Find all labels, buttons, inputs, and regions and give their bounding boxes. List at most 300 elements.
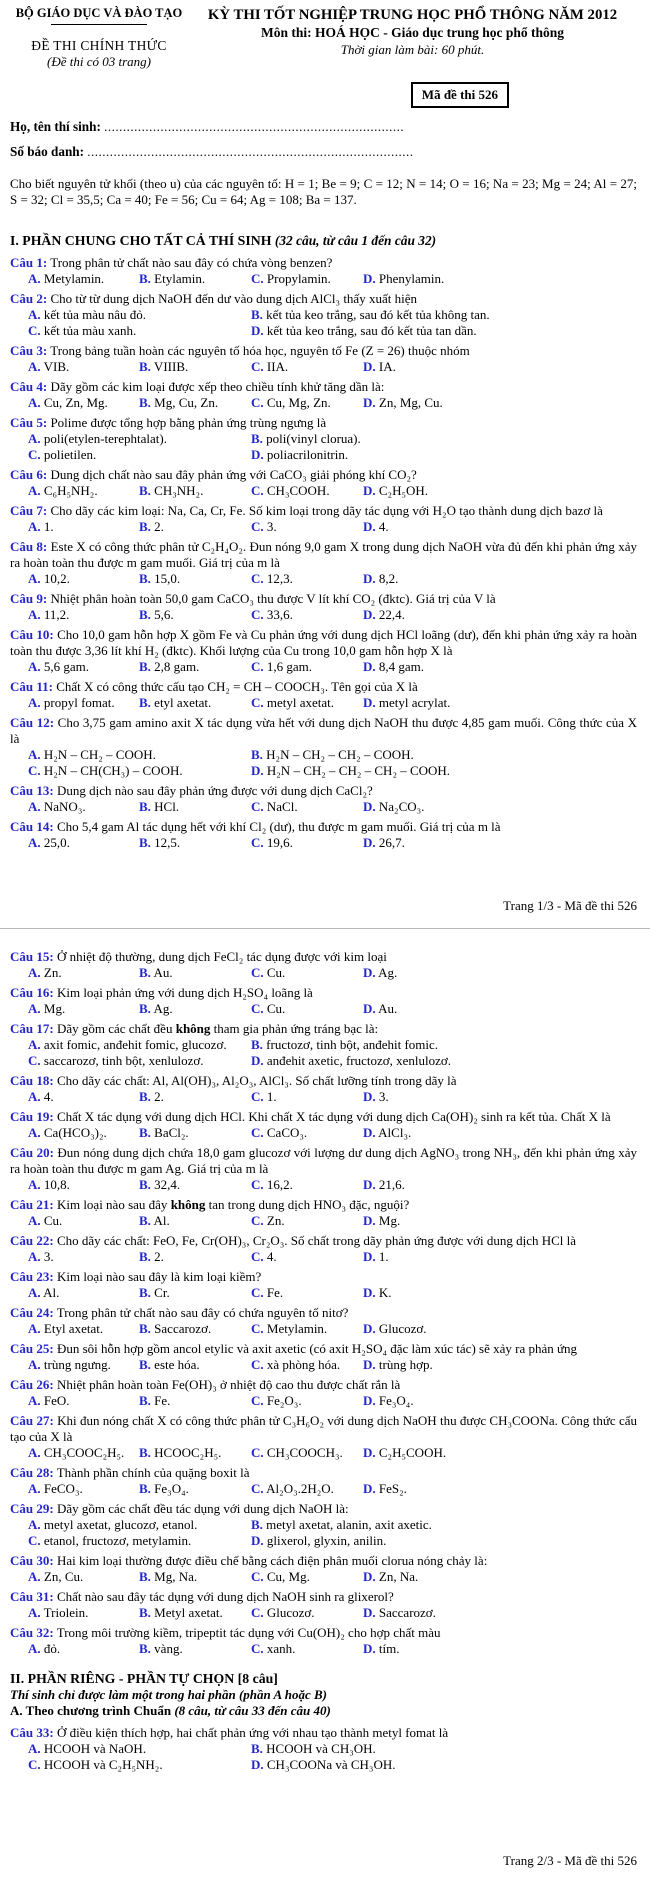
question-23 <box>10 1269 637 1301</box>
option-letter: B. <box>139 659 151 674</box>
option-letter: B. <box>139 1125 151 1140</box>
question-8-option-A: A. 10,2. <box>28 571 70 586</box>
question-segment: Nhiệt phân hoàn toàn Fe(OH)₃ ở nhiệt độ cao thu được chất rắn là <box>56 1377 401 1392</box>
option-letter: A. <box>28 1001 41 1016</box>
option-letter: D. <box>363 1001 376 1016</box>
question-27-option-B: B. HCOOC₂H₅. <box>139 1445 222 1460</box>
question-21-option-C: C. Zn. <box>251 1213 285 1228</box>
question-16-number: Câu 16: <box>10 985 54 1000</box>
question-6-option-B: B. CH₃NH₂. <box>139 483 204 498</box>
option-letter: A. <box>28 1125 41 1140</box>
question-26-option-B: B. Fe. <box>139 1393 171 1408</box>
question-4-option-B: B. Mg, Cu, Zn. <box>139 395 219 410</box>
question-20-option-B: B. 32,4. <box>139 1177 181 1192</box>
question-1-option-A: A. Metylamin. <box>28 271 105 286</box>
question-2-option-D: D. kết tủa keo trắng, sau đó kết tủa tan dần. <box>251 323 477 338</box>
option-letter: A. <box>28 395 41 410</box>
option-letter: A. <box>28 799 41 814</box>
question-28-options <box>10 1481 637 1497</box>
question-1 <box>10 255 637 287</box>
question-13-number: Câu 13: <box>10 783 54 798</box>
question-14-options <box>10 835 637 851</box>
exam-page-2 <box>0 937 650 1875</box>
option-letter: B. <box>139 695 151 710</box>
question-4-number: Câu 4: <box>10 379 48 394</box>
option-letter: C. <box>251 1357 264 1372</box>
question-20-text <box>10 1145 637 1177</box>
candidate-id-label: Số báo danh: <box>10 144 85 159</box>
question-17-number: Câu 17: <box>10 1021 54 1036</box>
question-28-text <box>10 1465 637 1481</box>
option-letter: D. <box>363 607 376 622</box>
option-letter: B. <box>139 359 151 374</box>
option-letter: C. <box>28 447 41 462</box>
option-letter: A. <box>28 1037 41 1052</box>
question-7-option-C: C. 3. <box>251 519 277 534</box>
question-28-option-C: C. Al₂O₃.2H₂O. <box>251 1481 334 1496</box>
option-letter: C. <box>251 1569 264 1584</box>
option-letter: A. <box>28 835 41 850</box>
question-28-option-B: B. Fe₃O₄. <box>139 1481 189 1496</box>
option-letter: C. <box>251 1445 264 1460</box>
question-20-option-C: C. 16,2. <box>251 1177 293 1192</box>
question-30-text <box>10 1553 637 1569</box>
question-31-text <box>10 1589 637 1605</box>
option-letter: D. <box>251 1053 264 1068</box>
question-10-option-A: A. 5,6 gam. <box>28 659 90 674</box>
question-25 <box>10 1341 637 1373</box>
question-2-option-C: C. kết tủa màu xanh. <box>28 323 137 338</box>
option-letter: B. <box>251 431 263 446</box>
question-6-number: Câu 6: <box>10 467 48 482</box>
question-22-option-D: D. 1. <box>363 1249 389 1264</box>
question-emphasis: không <box>170 1197 206 1212</box>
question-5-number: Câu 5: <box>10 415 48 430</box>
question-segment: Cho dãy các chất: Al, Al(OH)₃, Al₂O₃, AlCl₃. Số chất lưỡng tính trong dãy là <box>56 1073 457 1088</box>
option-letter: B. <box>251 1037 263 1052</box>
question-28 <box>10 1465 637 1497</box>
question-7 <box>10 503 637 535</box>
question-3 <box>10 343 637 375</box>
question-4-options <box>10 395 637 411</box>
question-27-options <box>10 1445 637 1461</box>
question-12-option-A: A. H₂N – CH₂ – COOH. <box>28 747 156 762</box>
question-27-option-D: D. C₂H₅COOH. <box>363 1445 447 1460</box>
option-letter: C. <box>28 1053 41 1068</box>
question-14 <box>10 819 637 851</box>
question-12-option-D: D. H₂N – CH₂ – CH₂ – CH₂ – COOH. <box>251 763 451 778</box>
question-33-text <box>10 1725 637 1741</box>
question-segment: Cho 5,4 gam Al tác dụng hết với khí Cl₂ (dư), thu được m gam muối. Giá trị của m là <box>56 819 501 834</box>
question-6-text <box>10 467 637 483</box>
option-letter: C. <box>251 1177 264 1192</box>
section-2-title: II. PHẦN RIÊNG - PHẦN TỰ CHỌN [8 câu] <box>10 1671 278 1686</box>
question-12-options <box>10 747 637 779</box>
page-1-footer: Trang 1/3 - Mã đề thi 526 <box>503 898 637 913</box>
question-17-option-A: A. axit fomic, anđehit fomic, glucozơ. <box>28 1037 227 1052</box>
page-divider <box>0 928 650 929</box>
question-23-option-C: C. Fe. <box>251 1285 284 1300</box>
question-31-options <box>10 1605 637 1621</box>
question-11-option-B: B. etyl axetat. <box>139 695 212 710</box>
option-letter: A. <box>28 1445 41 1460</box>
question-21-option-A: A. Cu. <box>28 1213 63 1228</box>
question-16-options <box>10 1001 637 1017</box>
option-letter: D. <box>363 483 376 498</box>
question-segment: Dãy gồm các chất đều tác dụng với dung dịch NaOH là: <box>56 1501 349 1516</box>
question-24-option-C: C. Metylamin. <box>251 1321 328 1336</box>
question-30-options <box>10 1569 637 1585</box>
question-segment: Cho 10,0 gam hỗn hợp X gồm Fe và Cu phản ứng với dung dịch HCl loãng (dư), đến khi phản ứng xảy ra hoàn toàn thu được 3,36 lít khí H₂ (đktc). Khối lượng của Cu trong 10,0 gam hỗn hợp X là <box>10 627 638 658</box>
question-10-options <box>10 659 637 675</box>
option-letter: D. <box>363 271 376 286</box>
question-5-option-A: A. poli(etylen-terephtalat). <box>28 431 167 446</box>
option-letter: A. <box>28 659 41 674</box>
candidate-id-dotted-line: ....................................................................................... <box>87 144 414 159</box>
question-4-text <box>10 379 637 395</box>
question-segment: Cho từ từ dung dịch NaOH đến dư vào dung dịch AlCl₃ thấy xuất hiện <box>50 291 417 306</box>
exam-pages-note: (Đề thi có 03 trang) <box>47 54 151 69</box>
question-25-option-C: C. xà phòng hóa. <box>251 1357 341 1372</box>
question-segment: Trong bảng tuần hoàn các nguyên tố hóa học, nguyên tố Fe (Z = 26) thuộc nhóm <box>50 343 470 358</box>
question-32-options <box>10 1641 637 1657</box>
question-29 <box>10 1501 637 1549</box>
question-24-option-B: B. Saccarozơ. <box>139 1321 212 1336</box>
question-segment: tan trong dung dịch HNO₃ đặc, nguội? <box>205 1197 410 1212</box>
question-31-number: Câu 31: <box>10 1589 54 1604</box>
question-16-option-D: D. Au. <box>363 1001 398 1016</box>
program-a-note: (8 câu, từ câu 33 đến câu 40) <box>174 1703 331 1718</box>
exam-code-box: Mã đề thi 526 <box>411 82 509 108</box>
question-segment: Đun nóng dung dịch chứa 18,0 gam glucozơ với lượng dư dung dịch AgNO₃ trong NH₃, đến khi phản ứng xảy ra hoàn toàn thu được m gam Ag. Giá trị của m là <box>10 1145 637 1176</box>
question-17-options <box>10 1037 637 1069</box>
question-12-option-C: C. H₂N – CH(CH₃) – COOH. <box>28 763 183 778</box>
candidate-name-dotted-line: ................................................................................ <box>104 119 405 134</box>
option-letter: D. <box>363 395 376 410</box>
question-29-option-D: D. glixerol, glyxin, anilin. <box>251 1533 387 1548</box>
question-24-options <box>10 1321 637 1337</box>
option-letter: C. <box>251 483 264 498</box>
question-27-option-A: A. CH₃COOC₂H₅. <box>28 1445 125 1460</box>
page-2-footer: Trang 2/3 - Mã đề thi 526 <box>503 1853 637 1868</box>
question-33-option-B: B. HCOOH và CH₃OH. <box>251 1741 376 1756</box>
question-16-option-A: A. Mg. <box>28 1001 66 1016</box>
option-letter: C. <box>251 1125 264 1140</box>
question-33-number: Câu 33: <box>10 1725 54 1740</box>
question-21-text <box>10 1197 637 1213</box>
question-20-options <box>10 1177 637 1193</box>
question-29-option-B: B. metyl axetat, alanin, axit axetic. <box>251 1517 432 1532</box>
question-5-option-D: D. poliacrilonitrin. <box>251 447 349 462</box>
question-emphasis: không <box>175 1021 211 1036</box>
option-letter: B. <box>139 519 151 534</box>
question-11-option-D: D. metyl acrylat. <box>363 695 451 710</box>
option-letter: A. <box>28 747 41 762</box>
question-32-option-D: D. tím. <box>363 1641 400 1656</box>
option-letter: A. <box>28 571 41 586</box>
question-4-option-C: C. Cu, Mg, Zn. <box>251 395 331 410</box>
question-14-text <box>10 819 637 835</box>
option-letter: B. <box>139 1285 151 1300</box>
question-8-text <box>10 539 637 571</box>
question-17-option-B: B. fructozơ, tinh bột, anđehit fomic. <box>251 1037 439 1052</box>
question-5-text <box>10 415 637 431</box>
option-letter: D. <box>363 1641 376 1656</box>
question-2-option-B: B. kết tủa keo trắng, sau đó kết tủa không tan. <box>251 307 490 322</box>
question-5-option-B: B. poli(vinyl clorua). <box>251 431 361 446</box>
header-center-block <box>188 6 637 58</box>
question-9-text <box>10 591 637 607</box>
question-21-number: Câu 21: <box>10 1197 54 1212</box>
option-letter: B. <box>139 1481 151 1496</box>
question-32-number: Câu 32: <box>10 1625 54 1640</box>
option-letter: A. <box>28 1321 41 1336</box>
question-30 <box>10 1553 637 1585</box>
option-letter: C. <box>251 519 264 534</box>
question-13-option-D: D. Na₂CO₃. <box>363 799 425 814</box>
ministry-underline <box>51 24 147 25</box>
option-letter: D. <box>251 763 264 778</box>
option-letter: B. <box>251 307 263 322</box>
question-3-option-B: B. VIIIB. <box>139 359 189 374</box>
question-14-option-B: B. 12,5. <box>139 835 181 850</box>
question-13-options <box>10 799 637 815</box>
question-14-option-D: D. 26,7. <box>363 835 405 850</box>
option-letter: D. <box>363 1321 376 1336</box>
option-letter: D. <box>363 359 376 374</box>
question-5 <box>10 415 637 463</box>
option-letter: B. <box>139 607 151 622</box>
question-6 <box>10 467 637 499</box>
question-9 <box>10 591 637 623</box>
question-15-options <box>10 965 637 981</box>
question-8-options <box>10 571 637 587</box>
option-letter: C. <box>28 1533 41 1548</box>
questions-page3 <box>10 1721 637 1773</box>
question-33-options <box>10 1741 637 1773</box>
question-13-text <box>10 783 637 799</box>
question-11-option-C: C. metyl axetat. <box>251 695 335 710</box>
exam-title: KỲ THI TỐT NGHIỆP TRUNG HỌC PHỔ THÔNG NĂM 2012 <box>207 7 618 23</box>
question-30-option-A: A. Zn, Cu. <box>28 1569 84 1584</box>
question-8-option-B: B. 15,0. <box>139 571 181 586</box>
option-letter: B. <box>139 1249 151 1264</box>
option-letter: A. <box>28 307 41 322</box>
option-letter: C. <box>251 835 264 850</box>
question-15-number: Câu 15: <box>10 949 54 964</box>
option-letter: D. <box>363 1393 376 1408</box>
option-letter: C. <box>251 359 264 374</box>
option-letter: B. <box>139 1177 151 1192</box>
question-9-number: Câu 9: <box>10 591 48 606</box>
question-26-option-D: D. Fe₃O₄. <box>363 1393 414 1408</box>
question-11-text <box>10 679 637 695</box>
question-19-option-B: B. BaCl₂. <box>139 1125 189 1140</box>
exam-duration: Thời gian làm bài: 60 phút. <box>340 42 485 57</box>
atomic-mass-note: Cho biết nguyên tử khối (theo u) của các nguyên tố: H = 1; Be = 9; C = 12; N = 14; O = 16; Na = 23; Mg = 24; Al = 27; S = 32; Cl = 35,5; Ca = 40; Fe = 56; Cu = 64; Ag = 108; Ba = 137. <box>10 176 637 207</box>
question-25-option-B: B. este hóa. <box>139 1357 200 1372</box>
question-8-option-C: C. 12,3. <box>251 571 293 586</box>
question-32-option-B: B. vàng. <box>139 1641 183 1656</box>
option-letter: C. <box>251 1249 264 1264</box>
option-letter: A. <box>28 1213 41 1228</box>
question-33-option-D: D. CH₃COONa và CH₃OH. <box>251 1757 396 1772</box>
question-19-number: Câu 19: <box>10 1109 54 1124</box>
question-17-option-C: C. saccarozơ, tinh bột, xenlulozơ. <box>28 1053 204 1068</box>
question-segment: Cho dãy các kim loại: Na, Ca, Cr, Fe. Số kim loại trong dãy tác dụng với H₂O tạo thành dung dịch bazơ là <box>50 503 603 518</box>
question-10 <box>10 627 637 675</box>
question-20-number: Câu 20: <box>10 1145 54 1160</box>
question-7-options <box>10 519 637 535</box>
question-segment: Hai kim loại thường được điều chế bằng cách điện phân muối clorua nóng chảy là: <box>56 1553 488 1568</box>
question-20 <box>10 1145 637 1193</box>
question-segment: Trong môi trường kiềm, tripeptit tác dụng với Cu(OH)₂ cho hợp chất màu <box>56 1625 441 1640</box>
option-letter: A. <box>28 483 41 498</box>
question-19-option-C: C. CaCO₃. <box>251 1125 308 1140</box>
exam-header <box>10 6 637 70</box>
option-letter: D. <box>363 571 376 586</box>
question-23-text <box>10 1269 637 1285</box>
option-letter: D. <box>363 659 376 674</box>
question-25-text <box>10 1341 637 1357</box>
question-23-number: Câu 23: <box>10 1269 54 1284</box>
question-7-option-A: A. 1. <box>28 519 54 534</box>
candidate-name-label: Họ, tên thí sinh: <box>10 119 101 134</box>
option-letter: B. <box>139 483 151 498</box>
question-8-number: Câu 8: <box>10 539 48 554</box>
question-15-option-C: C. Cu. <box>251 965 286 980</box>
option-letter: B. <box>139 1393 151 1408</box>
option-letter: B. <box>139 1213 151 1228</box>
question-25-option-D: D. trùng hợp. <box>363 1357 433 1372</box>
question-6-options <box>10 483 637 499</box>
question-7-option-B: B. 2. <box>139 519 164 534</box>
question-20-option-A: A. 10,8. <box>28 1177 70 1192</box>
header-left-block <box>10 6 188 70</box>
question-10-text <box>10 627 637 659</box>
question-11-number: Câu 11: <box>10 679 53 694</box>
question-segment: Khi đun nóng chất X có công thức phân tử C₃H₆O₂ với dung dịch NaOH thu được CH₃COONa. Công thức cấu tạo của X là <box>10 1413 638 1444</box>
option-letter: C. <box>251 1605 264 1620</box>
section-1-title: I. PHẦN CHUNG CHO TẤT CẢ THÍ SINH <box>10 233 275 248</box>
program-a-heading <box>10 1703 637 1719</box>
question-32-option-C: C. xanh. <box>251 1641 296 1656</box>
question-7-text <box>10 503 637 519</box>
question-26 <box>10 1377 637 1409</box>
question-30-number: Câu 30: <box>10 1553 54 1568</box>
exam-page-1 <box>0 0 650 920</box>
option-letter: D. <box>363 1357 376 1372</box>
question-18-text <box>10 1073 637 1089</box>
bottom-spacer <box>10 1773 637 1799</box>
question-15 <box>10 949 637 981</box>
option-letter: C. <box>251 1285 264 1300</box>
option-letter: A. <box>28 1393 41 1408</box>
option-letter: C. <box>251 395 264 410</box>
question-17-text <box>10 1021 637 1037</box>
option-letter: B. <box>251 1517 263 1532</box>
question-segment: Kim loại nào sau đây <box>56 1197 171 1212</box>
question-segment: Ở điều kiện thích hợp, hai chất phản ứng với nhau tạo thành metyl fomat là <box>56 1725 449 1740</box>
question-29-number: Câu 29: <box>10 1501 54 1516</box>
question-10-option-D: D. 8,4 gam. <box>363 659 425 674</box>
question-15-option-B: B. Au. <box>139 965 173 980</box>
option-letter: B. <box>139 1001 151 1016</box>
question-29-text <box>10 1501 637 1517</box>
question-18-option-D: D. 3. <box>363 1089 389 1104</box>
question-13-option-C: C. NaCl. <box>251 799 298 814</box>
option-letter: D. <box>363 1481 376 1496</box>
question-30-option-D: D. Zn, Na. <box>363 1569 419 1584</box>
option-letter: D. <box>363 695 376 710</box>
question-23-option-D: D. K. <box>363 1285 392 1300</box>
question-15-text <box>10 949 637 965</box>
question-31-option-C: C. Glucozơ. <box>251 1605 315 1620</box>
option-letter: D. <box>363 1177 376 1192</box>
question-20-option-D: D. 21,6. <box>363 1177 405 1192</box>
question-10-option-C: C. 1,6 gam. <box>251 659 313 674</box>
question-26-option-A: A. FeO. <box>28 1393 70 1408</box>
question-segment: Thành phần chính của quặng boxit là <box>56 1465 250 1480</box>
question-segment: Kim loại nào sau đây là kim loại kiềm? <box>56 1269 262 1284</box>
question-26-option-C: C. Fe₂O₃. <box>251 1393 302 1408</box>
questions-page1 <box>10 251 637 851</box>
question-23-options <box>10 1285 637 1301</box>
question-29-option-C: C. etanol, fructozơ, metylamin. <box>28 1533 192 1548</box>
option-letter: D. <box>363 1569 376 1584</box>
question-19-text <box>10 1109 637 1125</box>
option-letter: D. <box>363 519 376 534</box>
question-12 <box>10 715 637 779</box>
question-9-option-A: A. 11,2. <box>28 607 70 622</box>
question-16-option-B: B. Ag. <box>139 1001 173 1016</box>
question-13-option-A: A. NaNO₃. <box>28 799 86 814</box>
option-letter: A. <box>28 1249 41 1264</box>
question-3-number: Câu 3: <box>10 343 48 358</box>
question-segment: Trong phân tử chất nào sau đây có chứa nguyên tố nitơ? <box>56 1305 349 1320</box>
question-17 <box>10 1021 637 1069</box>
option-letter: A. <box>28 1605 41 1620</box>
option-letter: B. <box>139 1357 151 1372</box>
question-9-option-B: B. 5,6. <box>139 607 174 622</box>
question-4-option-A: A. Cu, Zn, Mg. <box>28 395 108 410</box>
question-10-number: Câu 10: <box>10 627 54 642</box>
option-letter: B. <box>139 271 151 286</box>
question-22 <box>10 1233 637 1265</box>
question-15-option-A: A. Zn. <box>28 965 62 980</box>
question-29-options <box>10 1517 637 1549</box>
option-letter: A. <box>28 1357 41 1372</box>
question-2-options <box>10 307 637 339</box>
option-letter: D. <box>251 1757 264 1772</box>
option-letter: B. <box>251 747 263 762</box>
question-28-option-A: A. FeCO₃. <box>28 1481 83 1496</box>
question-21-option-D: D. Mg. <box>363 1213 401 1228</box>
question-19-option-A: A. Ca(HCO₃)₂. <box>28 1125 107 1140</box>
option-letter: C. <box>251 607 264 622</box>
option-letter: B. <box>139 1605 151 1620</box>
option-letter: A. <box>28 1741 41 1756</box>
option-letter: C. <box>251 659 264 674</box>
official-exam-label: ĐỀ THI CHÍNH THỨC <box>31 38 167 53</box>
option-letter: B. <box>139 395 151 410</box>
question-31-option-A: A. Triolein. <box>28 1605 89 1620</box>
question-22-options <box>10 1249 637 1265</box>
option-letter: B. <box>251 1741 263 1756</box>
question-3-option-C: C. IIA. <box>251 359 289 374</box>
question-31-option-D: D. Saccarozơ. <box>363 1605 436 1620</box>
option-letter: D. <box>363 1125 376 1140</box>
